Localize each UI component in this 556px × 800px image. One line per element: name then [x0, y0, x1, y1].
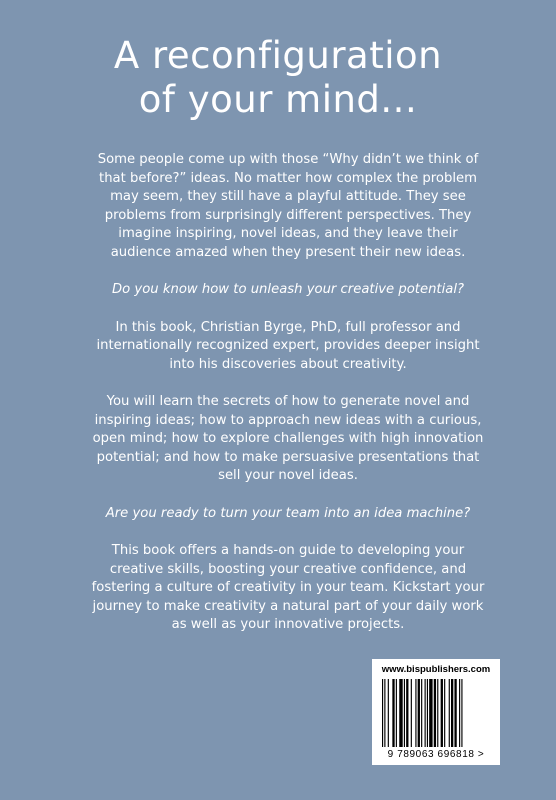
barcode-bar [451, 679, 453, 747]
barcode-bar [404, 679, 405, 747]
barcode-bar [427, 679, 428, 747]
blurb-paragraph-3: You will learn the secrets of how to generate novel and inspiring ideas; how to approach new ideas with a curious, open mind; how to explore challenges with high innovation potential; and how to make persuasive presentations that sell your novel ideas. [92, 394, 484, 483]
blurb-question-2: Are you ready to turn your team into an idea machine? [105, 505, 471, 521]
blurb [88, 151, 488, 654]
barcode-bar [461, 679, 462, 747]
cover-title [0, 34, 556, 122]
barcode-bar [418, 679, 420, 747]
blurb-paragraph-4: This book offers a hands-on guide to developing your creative skills, boosting your creative confidence, and fostering a culture of creativity in your team. Kickstart your journey to make creativity a natural part of your daily work as well as your innovative projects. [91, 543, 485, 632]
blurb-paragraph-1: Some people come up with those “Why didn’t we think of that before?” ideas. No matter how complex the problem may seem, they still have a playful attitude. They see problems from surprisingly different perspectives. They imagine inspiring, novel ideas, and they leave their audience amazed when they present their new ideas. [97, 152, 479, 260]
barcode-bar [411, 679, 412, 747]
blurb-paragraph-2: In this book, Christian Byrge, PhD, full professor and internationally recognized expert, provides deeper insight into his discoveries about creativity. [96, 319, 480, 372]
publisher-url: www.bispublishers.com [381, 664, 491, 675]
barcode-bar [437, 679, 438, 747]
barcode-bar [449, 679, 450, 747]
barcode-bar [421, 679, 422, 747]
barcode-bar [454, 679, 456, 747]
barcode-bar [434, 679, 436, 747]
barcode-bar [415, 679, 416, 747]
barcode-bar [396, 679, 397, 747]
barcode-icon [382, 679, 492, 747]
barcode-bar [406, 679, 408, 747]
blurb-question-1: Do you know how to unleash your creative potential? [111, 282, 465, 297]
barcode-bar [444, 679, 445, 747]
title-line-2: of your mind... [138, 78, 418, 121]
barcode-bar [429, 679, 432, 747]
barcode-bar [399, 679, 402, 747]
barcode-bar [388, 679, 389, 747]
barcode-bar [392, 679, 394, 747]
barcode-bar [425, 679, 426, 747]
barcode-bar [382, 679, 383, 747]
title-line-1: A reconfiguration [113, 34, 443, 77]
barcode-bar [441, 679, 443, 747]
barcode-box [372, 659, 500, 765]
barcode-bar [384, 679, 385, 747]
barcode-bar [459, 679, 460, 747]
isbn-digits: 9 789063 696818 > [387, 749, 485, 760]
